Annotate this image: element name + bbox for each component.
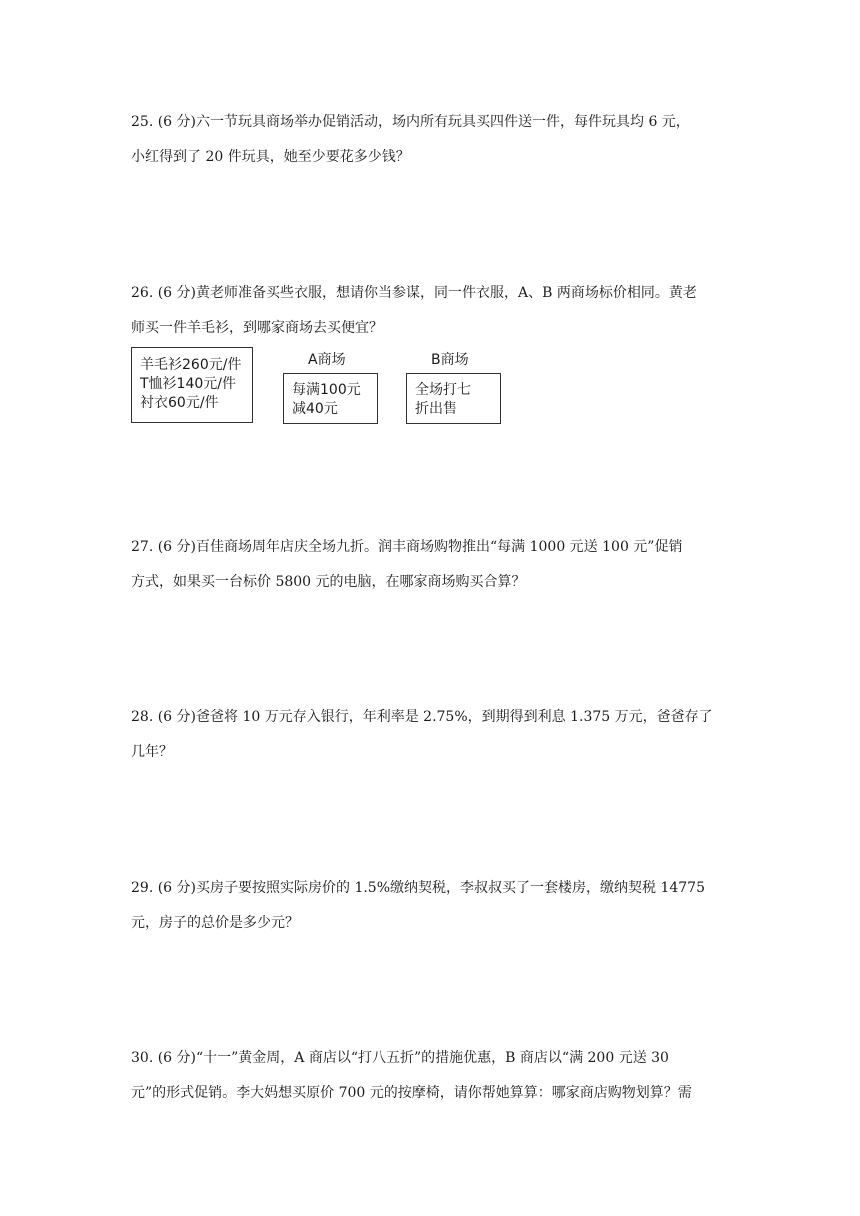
question-27 bbox=[131, 530, 731, 600]
store-a-box bbox=[283, 373, 378, 424]
question-line: 元”的形式促销。李大妈想买原价 700 元的按摩椅，请你帮她算算：哪家商店购物划算？需 bbox=[131, 1085, 692, 1101]
question-line: 师买一件羊毛衫，到哪家商场去买便宜？ bbox=[131, 320, 383, 336]
promo-line: 折出售 bbox=[415, 401, 457, 417]
price-line: 衬衣60元/件 bbox=[140, 395, 219, 411]
question-25 bbox=[131, 105, 731, 175]
question-line: 方式，如果买一台标价 5800 元的电脑，在哪家商场购买合算？ bbox=[131, 574, 526, 590]
question-28 bbox=[131, 700, 731, 770]
price-list-box bbox=[131, 347, 253, 423]
promo-line: 每满100元 bbox=[292, 382, 361, 398]
question-26 bbox=[131, 276, 731, 346]
question-line: 28. (6 分)爸爸将 10 万元存入银行，年利率是 2.75%，到期得到利息 1.375 万元，爸爸存了 bbox=[131, 709, 713, 725]
question-line: 30. (6 分)“十一”黄金周，A 商店以“打八五折”的措施优惠，B 商店以“满 200 元送 30 bbox=[131, 1050, 669, 1066]
question-line: 小红得到了 20 件玩具，她至少要花多少钱？ bbox=[131, 149, 410, 165]
store-b-title: B商场 bbox=[431, 352, 469, 368]
question-line: 27. (6 分)百佳商场周年店庆全场九折。润丰商场购物推出“每满 1000 元送 100 元”促销 bbox=[131, 539, 683, 555]
promo-line: 全场打七 bbox=[415, 382, 471, 398]
question-30 bbox=[131, 1041, 731, 1111]
question-line: 29. (6 分)买房子要按照实际房价的 1.5%缴纳契税，李叔叔买了一套楼房，缴纳契税 14775 bbox=[131, 880, 705, 896]
question-line: 元，房子的总价是多少元？ bbox=[131, 915, 299, 931]
store-b-box bbox=[406, 373, 501, 424]
store-a-title: A商场 bbox=[308, 352, 346, 368]
question-29 bbox=[131, 871, 731, 941]
promo-line: 减40元 bbox=[292, 401, 338, 417]
question-line: 25. (6 分)六一节玩具商场举办促销活动，场内所有玩具买四件送一件，每件玩具均 6 元， bbox=[131, 114, 690, 130]
question-line: 26. (6 分)黄老师准备买些衣服，想请你当参谋，同一件衣服，A、B 两商场标价相同。黄老 bbox=[131, 285, 697, 301]
price-line: T恤衫140元/件 bbox=[140, 376, 236, 392]
question-line: 几年？ bbox=[131, 744, 173, 760]
price-line: 羊毛衫260元/件 bbox=[140, 357, 242, 373]
